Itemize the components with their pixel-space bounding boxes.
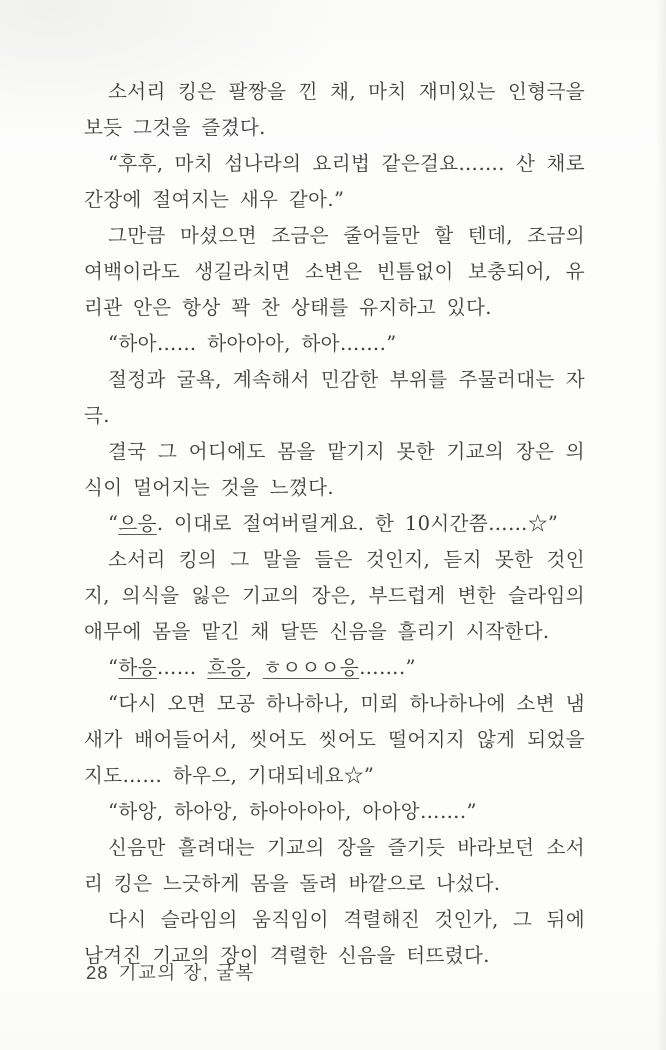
paragraph: [84, 74, 585, 146]
underlined-text: 으응: [118, 512, 157, 535]
text-segment: …….”: [359, 656, 416, 679]
paragraph: [84, 218, 585, 326]
text-segment: 다시 슬라임의 움직임이 격렬해진 것인가, 그 뒤에 남겨진 기교의 장이 격렬한 신음을 터뜨렸다.: [84, 908, 585, 967]
text-segment: “다시 오면 모공 하나하나, 미뢰 하나하나에 소변 냄새가 배어들어서, 씻어도 씻어도 떨어지지 않게 되었을지도…… 하우으, 기대되네요☆”: [84, 692, 585, 787]
text-segment: 신음만 흘려대는 기교의 장을 즐기듯 바라보던 소서리 킹은 느긋하게 몸을 돌려 바깥으로 나섰다.: [84, 836, 585, 895]
text-segment: “: [108, 512, 119, 535]
underlined-text: ㅎㅇㅇㅇ응: [262, 656, 360, 679]
text-segment: 결국 그 어디에도 몸을 맡기지 못한 기교의 장은 의식이 멀어지는 것을 느꼈다.: [84, 440, 585, 499]
text-segment: 그만큼 마셨으면 조금은 줄어들만 할 텐데, 조금의 여백이라도 생길라치면 소변은 빈틈없이 보충되어, 유리관 안은 항상 꽉 찬 상태를 유지하고 있다.: [84, 224, 585, 319]
text-segment: 절정과 굴욕, 계속해서 민감한 부위를 주물러대는 자극.: [84, 368, 585, 427]
footer-running-title: 기교의 장, 굴복: [118, 962, 255, 983]
paragraph: [84, 686, 585, 794]
text-segment: 소서리 킹은 팔짱을 낀 채, 마치 재미있는 인형극을 보듯 그것을 즐겼다.: [84, 80, 585, 139]
paragraph: [84, 794, 585, 830]
text-segment: . 이대로 절여버릴게요. 한 10시간쯤……☆”: [156, 512, 559, 535]
text-segment: ,: [245, 656, 263, 679]
page-footer: [86, 960, 255, 986]
paragraph: [84, 146, 585, 218]
text-block: [84, 74, 585, 974]
paragraph: [84, 362, 585, 434]
paragraph: [84, 650, 585, 686]
text-segment: “: [108, 656, 119, 679]
underlined-text: 하응: [118, 656, 157, 679]
text-segment: 소서리 킹의 그 말을 들은 것인지, 듣지 못한 것인지, 의식을 잃은 기교의 장은, 부드럽게 변한 슬라임의 애무에 몸을 맡긴 채 달뜬 신음을 흘리기 시작한다.: [84, 548, 585, 643]
footer-page-number: 28: [86, 962, 109, 983]
underlined-text: 흐응: [207, 656, 246, 679]
paragraph: [84, 326, 585, 362]
paragraph: [84, 542, 585, 650]
paragraph: [84, 434, 585, 506]
text-segment: “하아…… 하아아아, 하아…….”: [108, 332, 397, 355]
text-segment: ……: [156, 656, 208, 679]
text-segment: “하앙, 하아앙, 하아아아아, 아아앙…….”: [108, 800, 477, 823]
paragraph: [84, 830, 585, 902]
paragraph: [84, 506, 585, 542]
text-segment: “후후, 마치 섬나라의 요리법 같은걸요……. 산 채로 간장에 절여지는 새우 같아.”: [84, 152, 585, 211]
